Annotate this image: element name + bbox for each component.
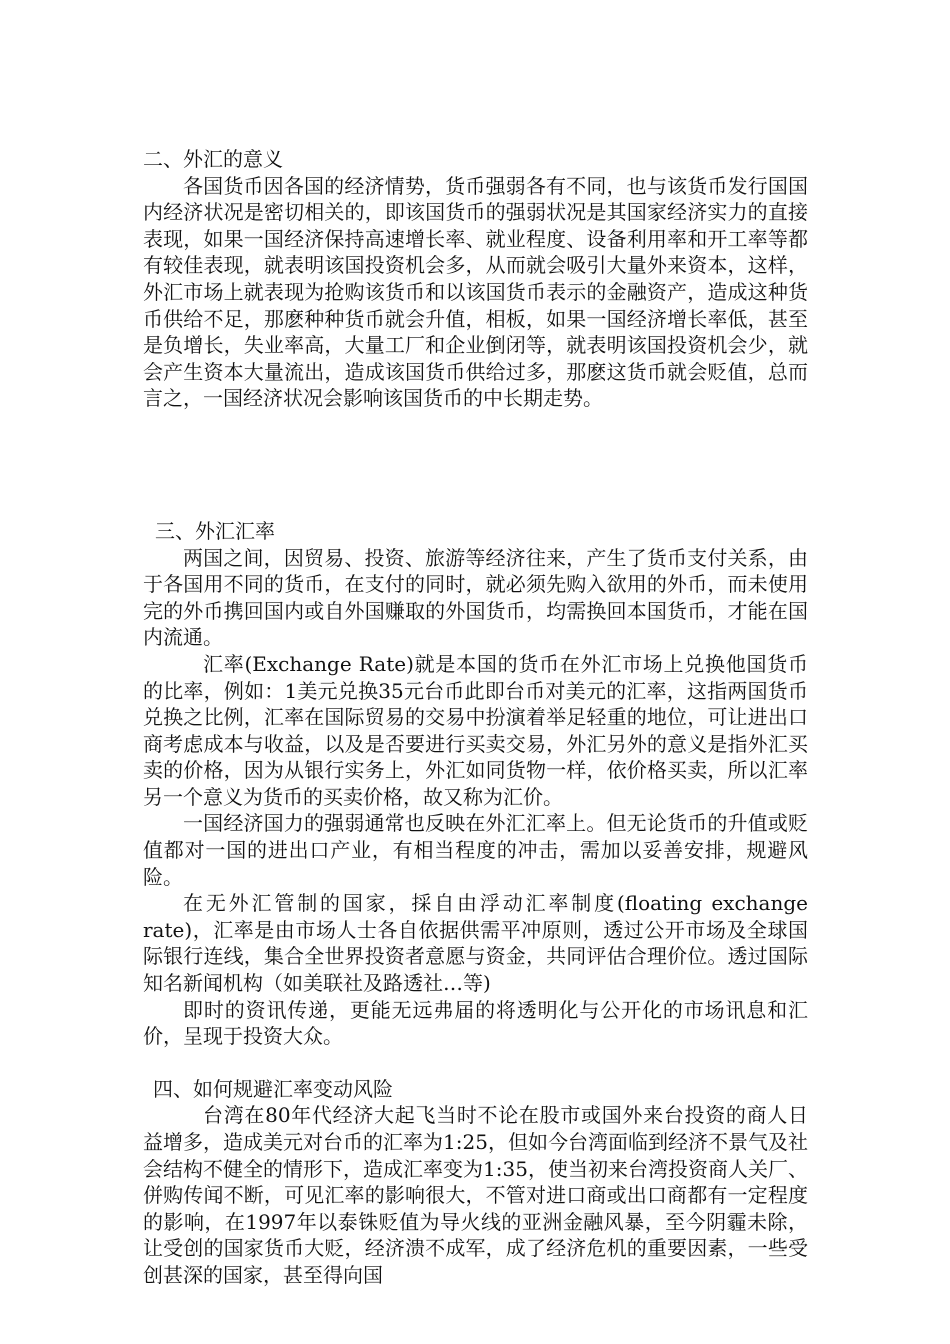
- paragraph: 台湾在80年代经济大起飞当时不论在股市或国外来台投资的商人日益增多，造成美元对台币的汇率为1:25，但如今台湾面临到经济不景气及社会结构不健全的情形下，造成汇率变为1:35，使当初来台湾投资商人关厂、併购传闻不断，可见汇率的影响很大，不管对进口商或出口商都有一定程度的影响，在1997年以泰铢贬值为导火线的亚洲金融风暴，至今阴霾未除，让受创的国家货币大贬，经济溃不成军，成了经济危机的重要因素，一些受创甚深的国家，甚至得向国: [143, 1103, 808, 1287]
- paragraph: 两国之间，因贸易、投资、旅游等经济往来，产生了货币支付关系，由于各国用不同的货币，在支付的同时，就必须先购入欲用的外币，而未使用完的外币携回国内或自外国赚取的外国货币，均需换回本国货币，才能在国内流通。: [143, 545, 808, 650]
- paragraph: 即时的资讯传递，更能无远弗届的将透明化与公开化的市场讯息和汇价，呈现于投资大众。: [143, 997, 808, 1049]
- document-body: [143, 146, 808, 1289]
- section-heading-exchange-rate: 三、外汇汇率: [155, 518, 275, 543]
- paragraph: 一国经济国力的强弱通常也反映在外汇汇率上。但无论货币的升值或贬值都对一国的进出口产业，有相当程度的冲击，需加以妥善安排，规避风险。: [143, 811, 808, 889]
- paragraph: 在无外汇管制的国家，採自由浮动汇率制度(floating exchange rate)，汇率是由市场人士各自依据供需平冲原则，透过公开市场及全球国际银行连线，集合全世界投资者意愿与资金，共同评估合理价位。透过国际知名新闻机构（如美联社及路透社…等): [143, 891, 808, 996]
- paragraph: 各国货币因各国的经济情势，货币强弱各有不同，也与该货币发行国国内经济状况是密切相关的，即该国货币的强弱状况是其国家经济实力的直接表现，如果一国经济保持高速增长率、就业程度、设备利用率和开工率等都有较佳表现，就表明该国投资机会多，从而就会吸引大量外来资本，这样，外汇市场上就表现为抢购该货币和以该国货币表示的金融资产，造成这种货币供给不足，那麽种种货币就会升值，相板，如果一国经济增长率低，甚至是负增长，失业率高，大量工厂和企业倒闭等，就表明该国投资机会少，就会产生资本大量流出，造成该国货币供给过多，那麽这货币就会贬值，总而言之，一国经济状况会影响该国货币的中长期走势。: [143, 173, 808, 411]
- paragraph: 汇率(Exchange Rate)就是本国的货币在外汇市场上兑换他国货币的比率，例如：1美元兑换35元台币此即台币对美元的汇率，这指两国货币兑换之比例，汇率在国际贸易的交易中扮演着举足轻重的地位，可让进出口商考虑成本与收益，以及是否要进行买卖交易，外汇另外的意义是指外汇买卖的价格，因为从银行实务上，外汇如同货物一样，依价格买卖，所以汇率另一个意义为货币的买卖价格，故又称为汇价。: [143, 651, 808, 809]
- section-heading-meaning: 二、外汇的意义: [143, 147, 283, 171]
- section-spacer: [143, 412, 808, 518]
- section-spacer: [143, 1050, 808, 1076]
- section-heading-risk-avoidance: 四、如何规避汇率变动风险: [153, 1076, 393, 1101]
